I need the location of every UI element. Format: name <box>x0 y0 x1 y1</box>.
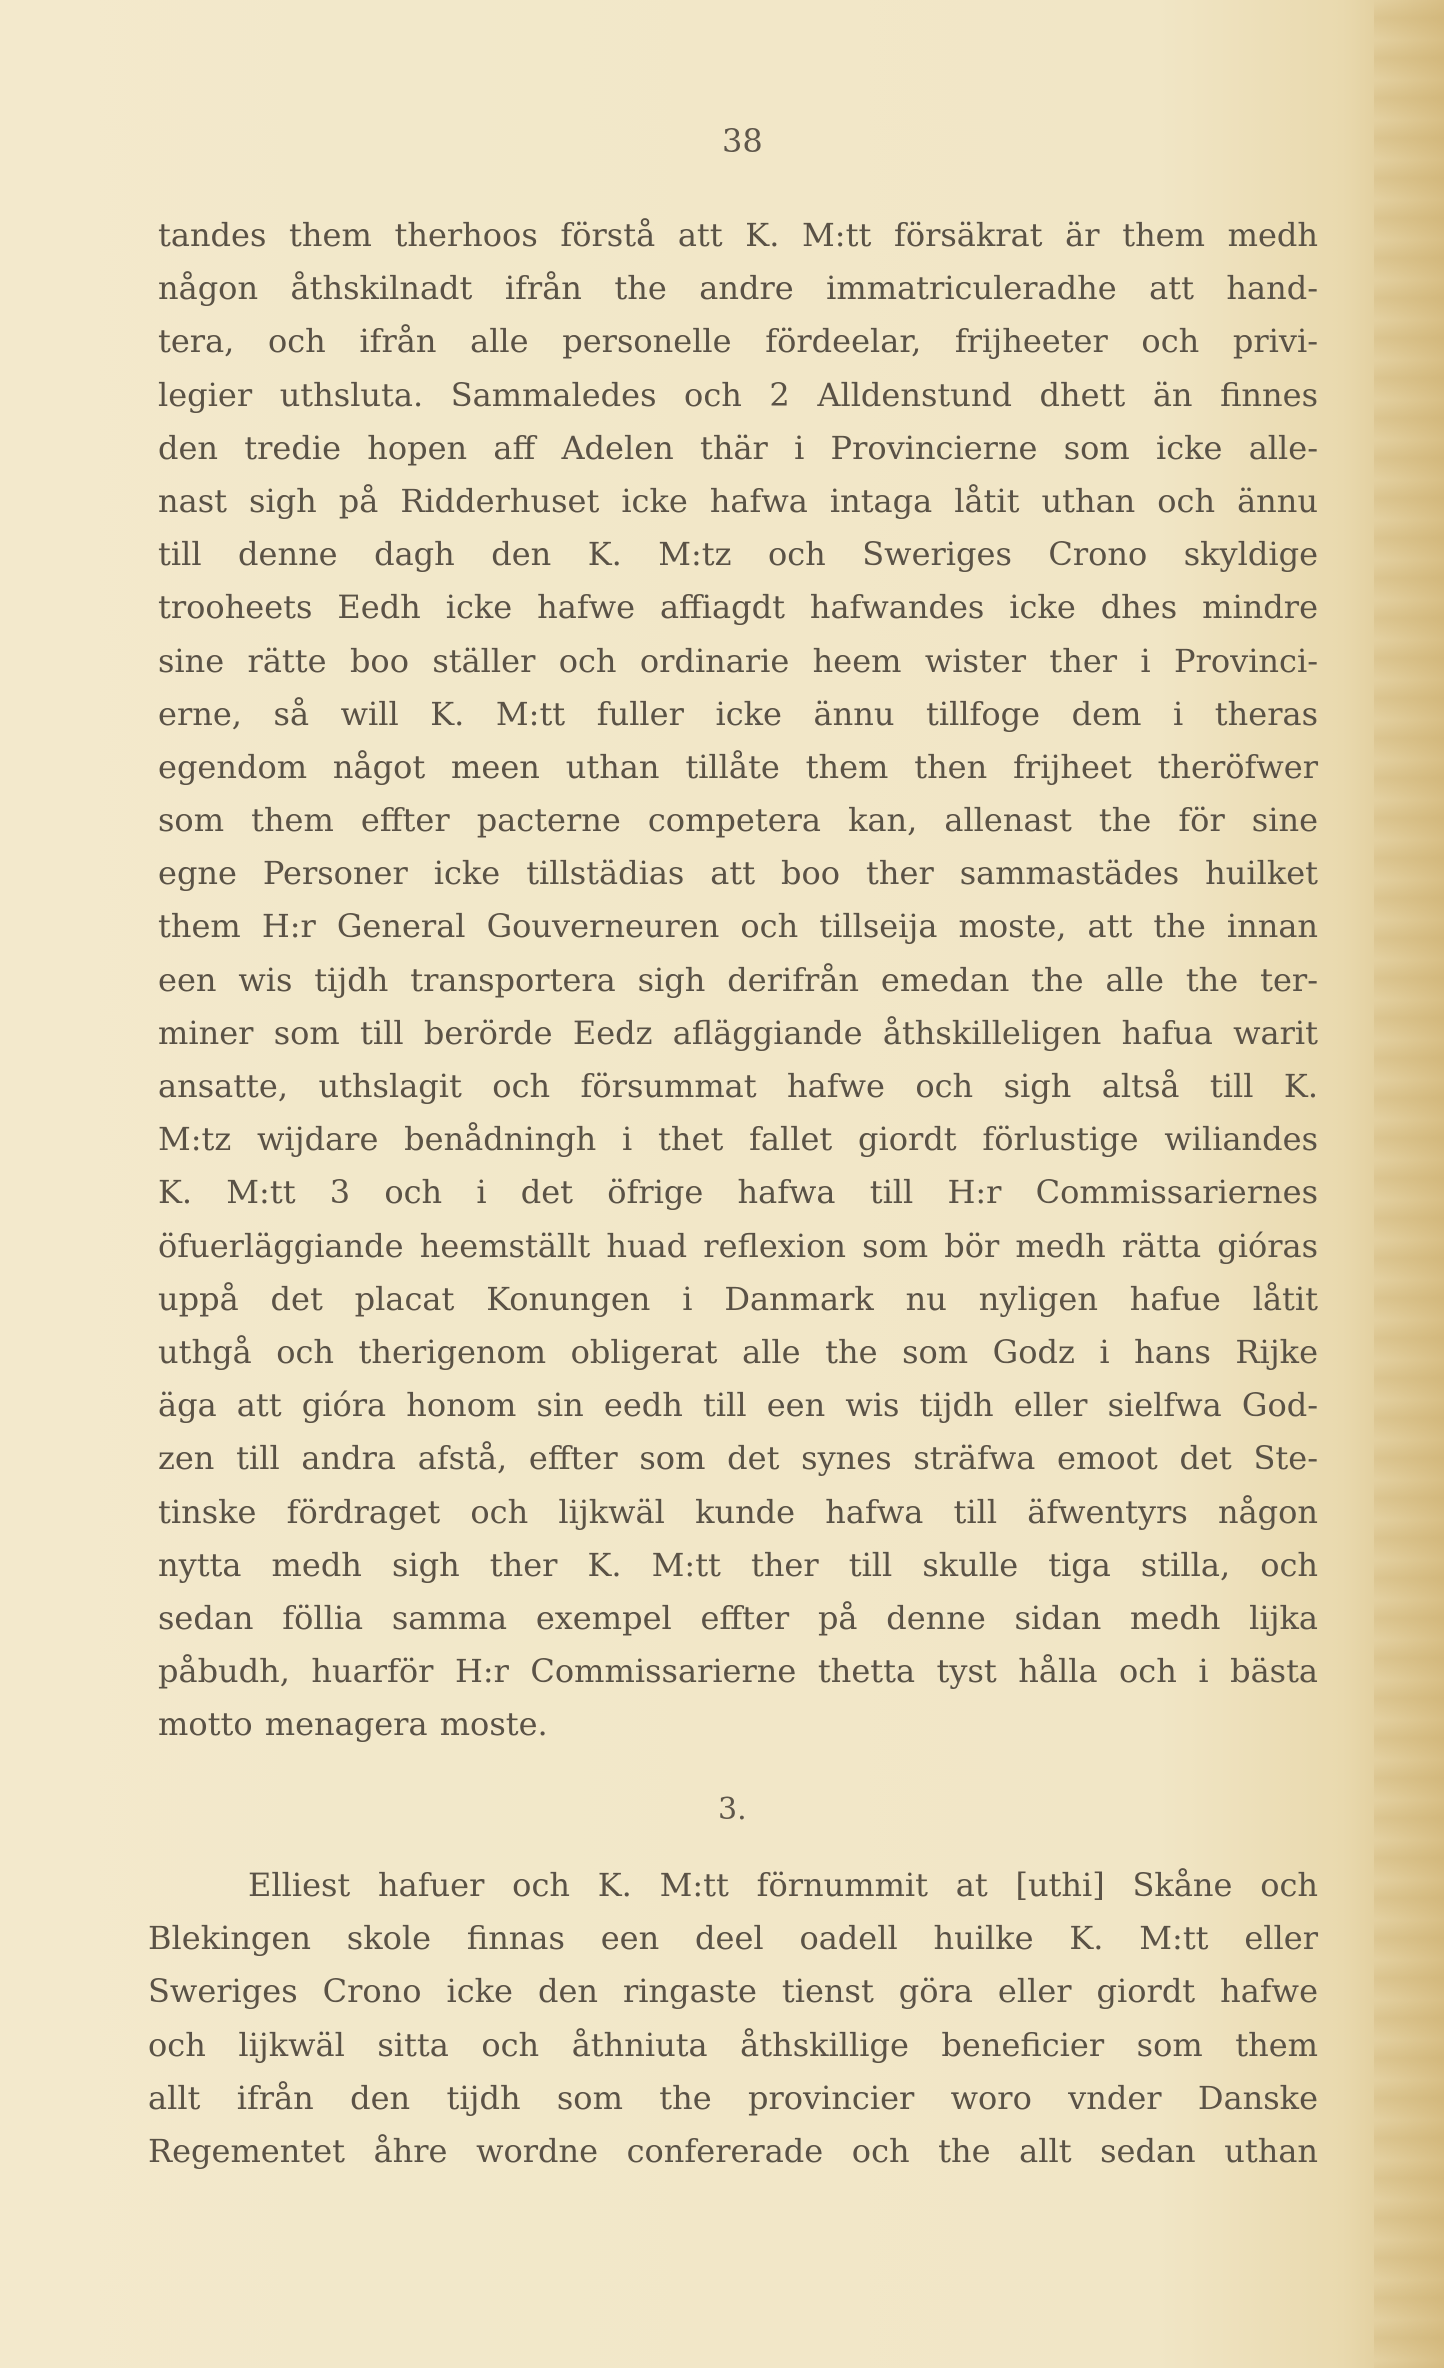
text-line: sedan föllia samma exempel effter på denne sidan medh lijka <box>158 1598 1318 1637</box>
text-line: Blekingen skole finnas een deel oadell huilke K. M:tt eller <box>148 1919 1318 1958</box>
text-line: K. M:tt 3 och i det öfrige hafwa till H:r Commissariernes <box>158 1173 1318 1212</box>
text-line: Regementet åhre wordne confererade och the allt sedan uthan <box>148 2131 1318 2170</box>
text-line: tandes them therhoos förstå att K. M:tt försäkrat är them medh <box>158 216 1318 254</box>
section-number: 3. <box>718 1792 747 1827</box>
text-line: zen till andra afstå, effter som det synes sträfwa emoot det Ste- <box>158 1439 1318 1478</box>
text-line: ansatte, uthslagit och försummat hafwe och sigh altså till K. <box>158 1067 1318 1105</box>
page-number: 38 <box>722 122 763 160</box>
text-line: allt ifrån den tijdh som the provincier woro vnder Danske <box>148 2078 1318 2117</box>
text-line: äga att gióra honom sin eedh till een wis tijdh eller sielfwa God- <box>158 1386 1318 1425</box>
text-line: nast sigh på Ridderhuset icke hafwa intaga låtit uthan och ännu <box>158 481 1318 520</box>
text-line: som them effter pacterne competera kan, allenast the för sine <box>158 801 1318 840</box>
text-line: till denne dagh den K. M:tz och Sweriges Crono skyldige <box>158 535 1318 574</box>
text-line: sine rätte boo ställer och ordinarie heem wister ther i Provinci- <box>158 641 1318 680</box>
text-line: påbudh, huarför H:r Commissarierne thetta tyst hålla och i bästa <box>158 1652 1318 1691</box>
text-line: uppå det placat Konungen i Danmark nu nyligen hafue låtit <box>158 1279 1318 1318</box>
text-line: nytta medh sigh ther K. M:tt ther till skulle tiga stilla, och <box>158 1545 1318 1584</box>
text-line: egne Personer icke tillstädias att boo ther sammastädes huilket <box>158 854 1318 893</box>
text-line: den tredie hopen aff Adelen thär i Provincierne som icke alle- <box>158 428 1318 467</box>
text-line: uthgå och therigenom obligerat alle the som Godz i hans Rijke <box>158 1332 1318 1371</box>
text-line: och lijkwäl sitta och åthniuta åthskillige beneficier som them <box>148 2025 1318 2064</box>
text-line: Elliest hafuer och K. M:tt förnummit at [uthi] Skåne och <box>248 1866 1318 1904</box>
text-line: tinske fördraget och lijkwäl kunde hafwa till äfwentyrs någon <box>158 1492 1318 1531</box>
text-line: M:tz wijdare benådningh i thet fallet giordt förlustige wiliandes <box>158 1120 1318 1159</box>
text-line: een wis tijdh transportera sigh derifrån emedan the alle the ter- <box>158 960 1318 999</box>
text-line: trooheets Eedh icke hafwe affiagdt hafwandes icke dhes mindre <box>158 588 1318 627</box>
page-edge-stain <box>1374 0 1444 2368</box>
text-line: Sweriges Crono icke den ringaste tienst göra eller giordt hafwe <box>148 1972 1318 2011</box>
paragraph-2 <box>148 1859 1318 2178</box>
text-line: erne, så will K. M:tt fuller icke ännu tillfoge dem i theras <box>158 694 1318 733</box>
text-line: någon åthskilnadt ifrån the andre immatriculeradhe att hand- <box>158 269 1318 308</box>
text-line: öfuerläggiande heemställt huad reflexion som bör medh rätta gióras <box>158 1226 1318 1265</box>
text-line: egendom något meen uthan tillåte them then frijheet theröfwer <box>158 747 1318 786</box>
paragraph-1 <box>158 209 1318 1751</box>
text-line: miner som till berörde Eedz afläggiande åthskilleligen hafua warit <box>158 1013 1318 1052</box>
text-line: tera, och ifrån alle personelle fördeelar, frijheeter och privi- <box>158 322 1318 361</box>
text-line: them H:r General Gouverneuren och tillseija moste, att the innan <box>158 907 1318 946</box>
text-line: legier uthsluta. Sammaledes och 2 Alldenstund dhett än finnes <box>158 375 1318 414</box>
text-line: motto menagera moste. <box>158 1705 548 1744</box>
